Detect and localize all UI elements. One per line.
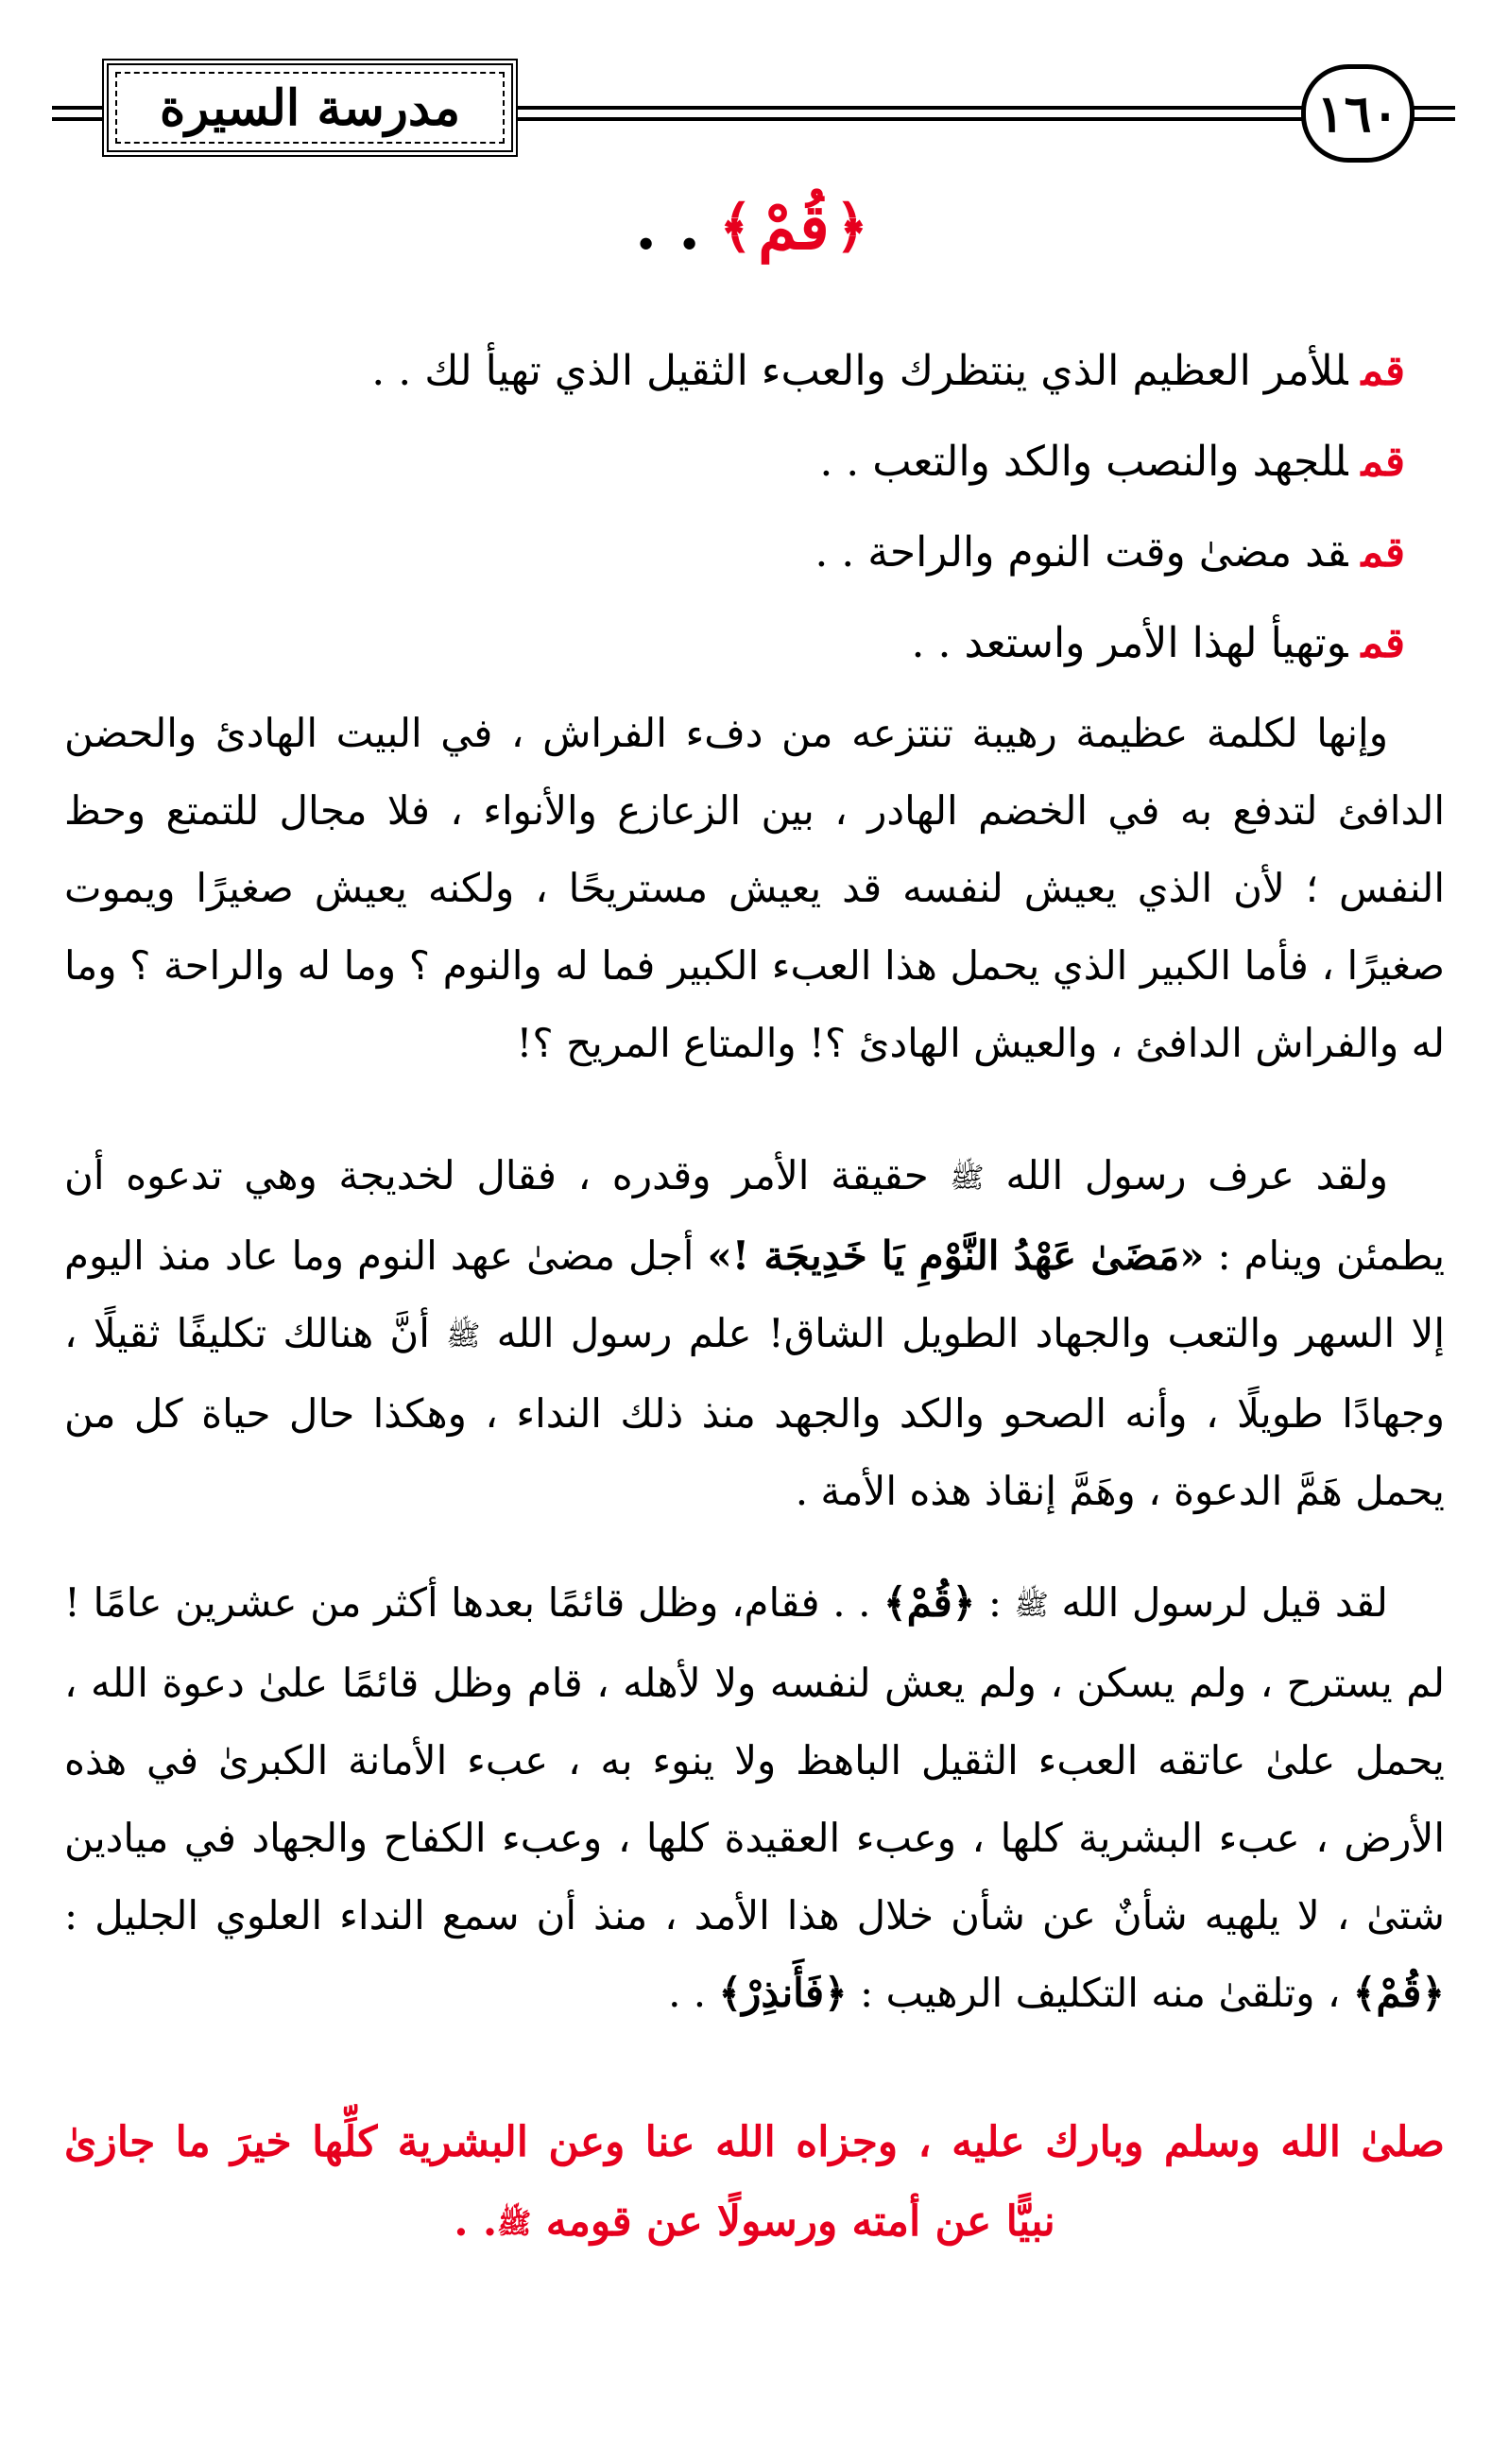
paragraph-2-c: أجل مضىٰ عهد النوم وما عاد منذ اليوم إلا السهر والتعب والجهاد الطويل الشاق! علم رسول الله: [64, 1232, 1445, 1356]
paragraph-2-b: حقيقة الأمر وقدره ، فقال لخديجة وهي تدعوه أن يطمئن وينام :: [64, 1152, 1446, 1279]
paragraph-1: [64, 695, 1445, 1082]
paragraph-3-d: ، وتلقىٰ منه التكليف الرهيب :: [860, 1970, 1341, 2016]
paragraph-3-e: . .: [668, 1970, 707, 2016]
paragraph-2-d: أنَّ هنالك تكليفًا ثقيلًا ، وجهادًا طويلًا ، وأنه الصحو والكد والجهد منذ ذلك النداء ، وهكذا حال حياة كل من يحمل هَمَّ الدعوة ، وهَمَّ إنقاذ هذه الأمة .: [64, 1310, 1445, 1514]
page-number: ١٦٠: [1316, 83, 1399, 144]
book-title: مدرسة السيرة: [159, 78, 461, 137]
qum-text: للأمر العظيم الذي ينتظرك والعبء الثقيل الذي تهيأ لك . .: [371, 347, 1348, 395]
salat-glyph: ﷺ: [497, 2207, 532, 2241]
salat-glyph: ﷺ: [1014, 1589, 1049, 1622]
closing-line-2: نبيًّا عن أمته ورسولًا عن قومه: [545, 2197, 1055, 2246]
quran-quote-qum: ﴿قُمْ﴾: [1352, 1970, 1445, 2016]
page-number-badge: [1301, 64, 1415, 163]
heading-bracket-open: ﴿: [834, 194, 868, 260]
quran-quote-fa-andhir: ﴿فَأَنذِرْ﴾: [718, 1970, 848, 2016]
heading-bracket-close: ﴾: [719, 194, 753, 260]
quran-quote-qum: ﴿قُمْ﴾: [883, 1579, 976, 1626]
heading-word: قُمْ: [758, 190, 830, 264]
section-heading: [0, 175, 1509, 279]
qum-line: [82, 508, 1405, 598]
paragraph-3-c: . . فقام، وظل قائمًا بعدها أكثر من عشرين عامًا ! لم يسترح ، ولم يسكن ، ولم يعش لنفسه ولا لأهله ، قام وظل قائمًا علىٰ دعوة الله ، يحمل علىٰ عاتقه العبء الثقيل الباهظ ولا ينوء به ، عبء الأمانة الكبرىٰ في هذه الأرض ، عبء البشرية كلها ، وعبء العقيدة كلها ، وعبء الكفاح والجهاد في ميادين شتىٰ ، لا يلهيه شأنٌ عن شأن خلال هذا الأمد ، منذ أن سمع النداء العلوي الجليل :: [64, 1579, 1445, 1938]
salat-glyph: ﷺ: [446, 1319, 481, 1353]
closing-dots: . .: [454, 2197, 498, 2246]
paragraph-3: [64, 1564, 1445, 2032]
qum-text: قد مضىٰ وقت النوم والراحة . .: [815, 528, 1348, 577]
paragraph-3-b: :: [987, 1579, 1002, 1626]
qum-line: [82, 598, 1405, 689]
paragraph-1-text: وإنها لكلمة عظيمة رهيبة تنتزعه من دفء الفراش ، في البيت الهادئ والحضن الدافئ لتدفع به في الخضم الهادر ، بين الزعازع والأنواء ، فلا مجال للتمتع وحظ النفس ؛ لأن الذي يعيش لنفسه قد يعيش مستريحًا ، ولكنه يعيش صغيرًا ويموت صغيرًا ، فأما الكبير الذي يحمل هذا العبء الكبير فما له والنوم ؟ وما له والراحة ؟ وما له والفراش الدافئ ، والعيش الهادئ ؟! والمتاع المريح ؟!: [64, 710, 1445, 1066]
paragraph-2-a: ولقد عرف رسول الله: [1005, 1152, 1388, 1198]
qum-line: [82, 326, 1405, 417]
closing-line-2-wrap: [64, 2182, 1445, 2265]
qum-text: وتهيأ لهذا الأمر واستعد . .: [911, 619, 1348, 667]
qum-lead: قم: [1361, 619, 1405, 667]
closing-prayer: [64, 2103, 1445, 2265]
book-title-frame: [102, 59, 518, 157]
qum-lead: قم: [1361, 438, 1405, 486]
paragraph-3-a: لقد قيل لرسول الله: [1061, 1579, 1388, 1626]
qum-lead: قم: [1361, 528, 1405, 577]
hadith-quote: «مَضَىٰ عَهْدُ النَّوْمِ يَا خَدِيجَة !»: [707, 1232, 1205, 1279]
qum-text: للجهد والنصب والكد والتعب . .: [819, 438, 1348, 486]
paragraph-2: [64, 1137, 1445, 1530]
qum-line: [82, 417, 1405, 508]
salat-glyph: ﷺ: [950, 1162, 985, 1195]
closing-line-1: صلىٰ الله وسلم وبارك عليه ، وجزاه الله عنا وعن البشرية كلِّها خيرَ ما جازىٰ: [64, 2118, 1445, 2166]
heading-dots: . .: [635, 190, 701, 264]
qum-list: [82, 326, 1405, 689]
qum-lead: قم: [1361, 347, 1405, 395]
